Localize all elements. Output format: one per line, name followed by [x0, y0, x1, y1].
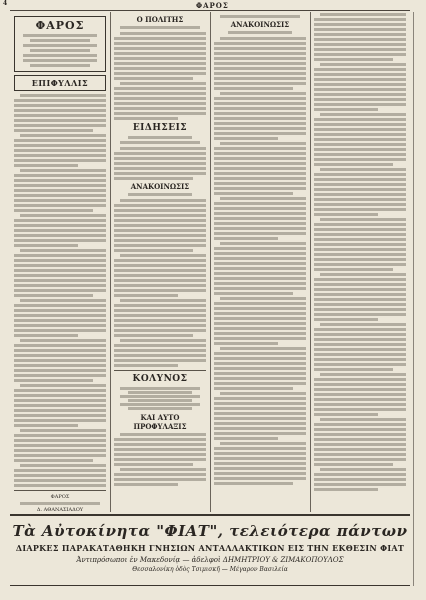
col2-top-heading: Ο ΠΟΛΙΤΗΣ	[136, 15, 184, 24]
ad-bottom-rule	[10, 585, 410, 586]
feuilleton-text	[14, 94, 106, 487]
feuilleton-heading: ΕΠΙΦΥΛΛΙΣ	[14, 75, 106, 91]
col2-notice-heading: ΑΝΑΚΟΙΝΩΣΙΣ	[130, 182, 190, 191]
column-rule-3	[310, 12, 311, 512]
col3-heading: ΑΝΑΚΟΙΝΩΣΙΣ	[230, 20, 290, 29]
column-3	[214, 13, 306, 511]
ad-title: Τὰ Αὐτοκίνητα "ΦΙΑΤ", τελειότερα πάντων	[12, 522, 408, 540]
fiat-advertisement	[10, 514, 410, 586]
ad-subtitle: ΔΙΑΡΚΕΣ ΠΑΡΑΚΑΤΑΘΗΚΗ ΓΝΗΣΙΩΝ ΑΝΤΑΛΛΑΚΤΙΚΩΝ ΕΙΣ ΤΗΝ ΕΚΘΕΣΙΝ ΦΙΑΤ	[15, 543, 405, 553]
ad-representative: Ἀντιπρόσωποι ἐν Μακεδονίᾳ — ἀδελφοὶ ΔΗΜΗΤΡΙΟΥ & ΖΙΜΑΚΟΠΟΥΛΟΣ	[76, 556, 344, 564]
header-rule	[10, 10, 410, 11]
page-edge-rule	[413, 12, 414, 586]
column-2	[114, 13, 206, 511]
page-number: 4	[3, 0, 8, 7]
masthead-title: ΦΑΡΟΣ	[35, 19, 85, 32]
running-head: ΦΑΡΟΣ	[196, 1, 229, 10]
col2-news-heading: ΕΙΔΗΣΕΙΣ	[132, 123, 188, 133]
kolynos-heading: ΚΟΛΥΝΟΣ	[132, 374, 188, 384]
column-1	[14, 13, 106, 511]
masthead-box	[14, 16, 106, 72]
column-rule-1	[110, 12, 111, 512]
column-rule-2	[210, 12, 211, 512]
ad-address: Θεσσαλονίκη ὁδὸς Τσιμισκῆ — Μέγαρον Βασιλεία	[132, 566, 288, 573]
column-1-separator	[14, 490, 106, 491]
kolynos-line: ΚΑΙ ΑΥΤΟ ΠΡΟΦΥΛΑΞΙΣ	[133, 413, 187, 431]
column-4	[314, 13, 406, 511]
col1-bottom-note: ΦΑΡΟΣ Δ. ΑΘΑΝΑΣΙΑΔΟΥ	[14, 494, 106, 511]
